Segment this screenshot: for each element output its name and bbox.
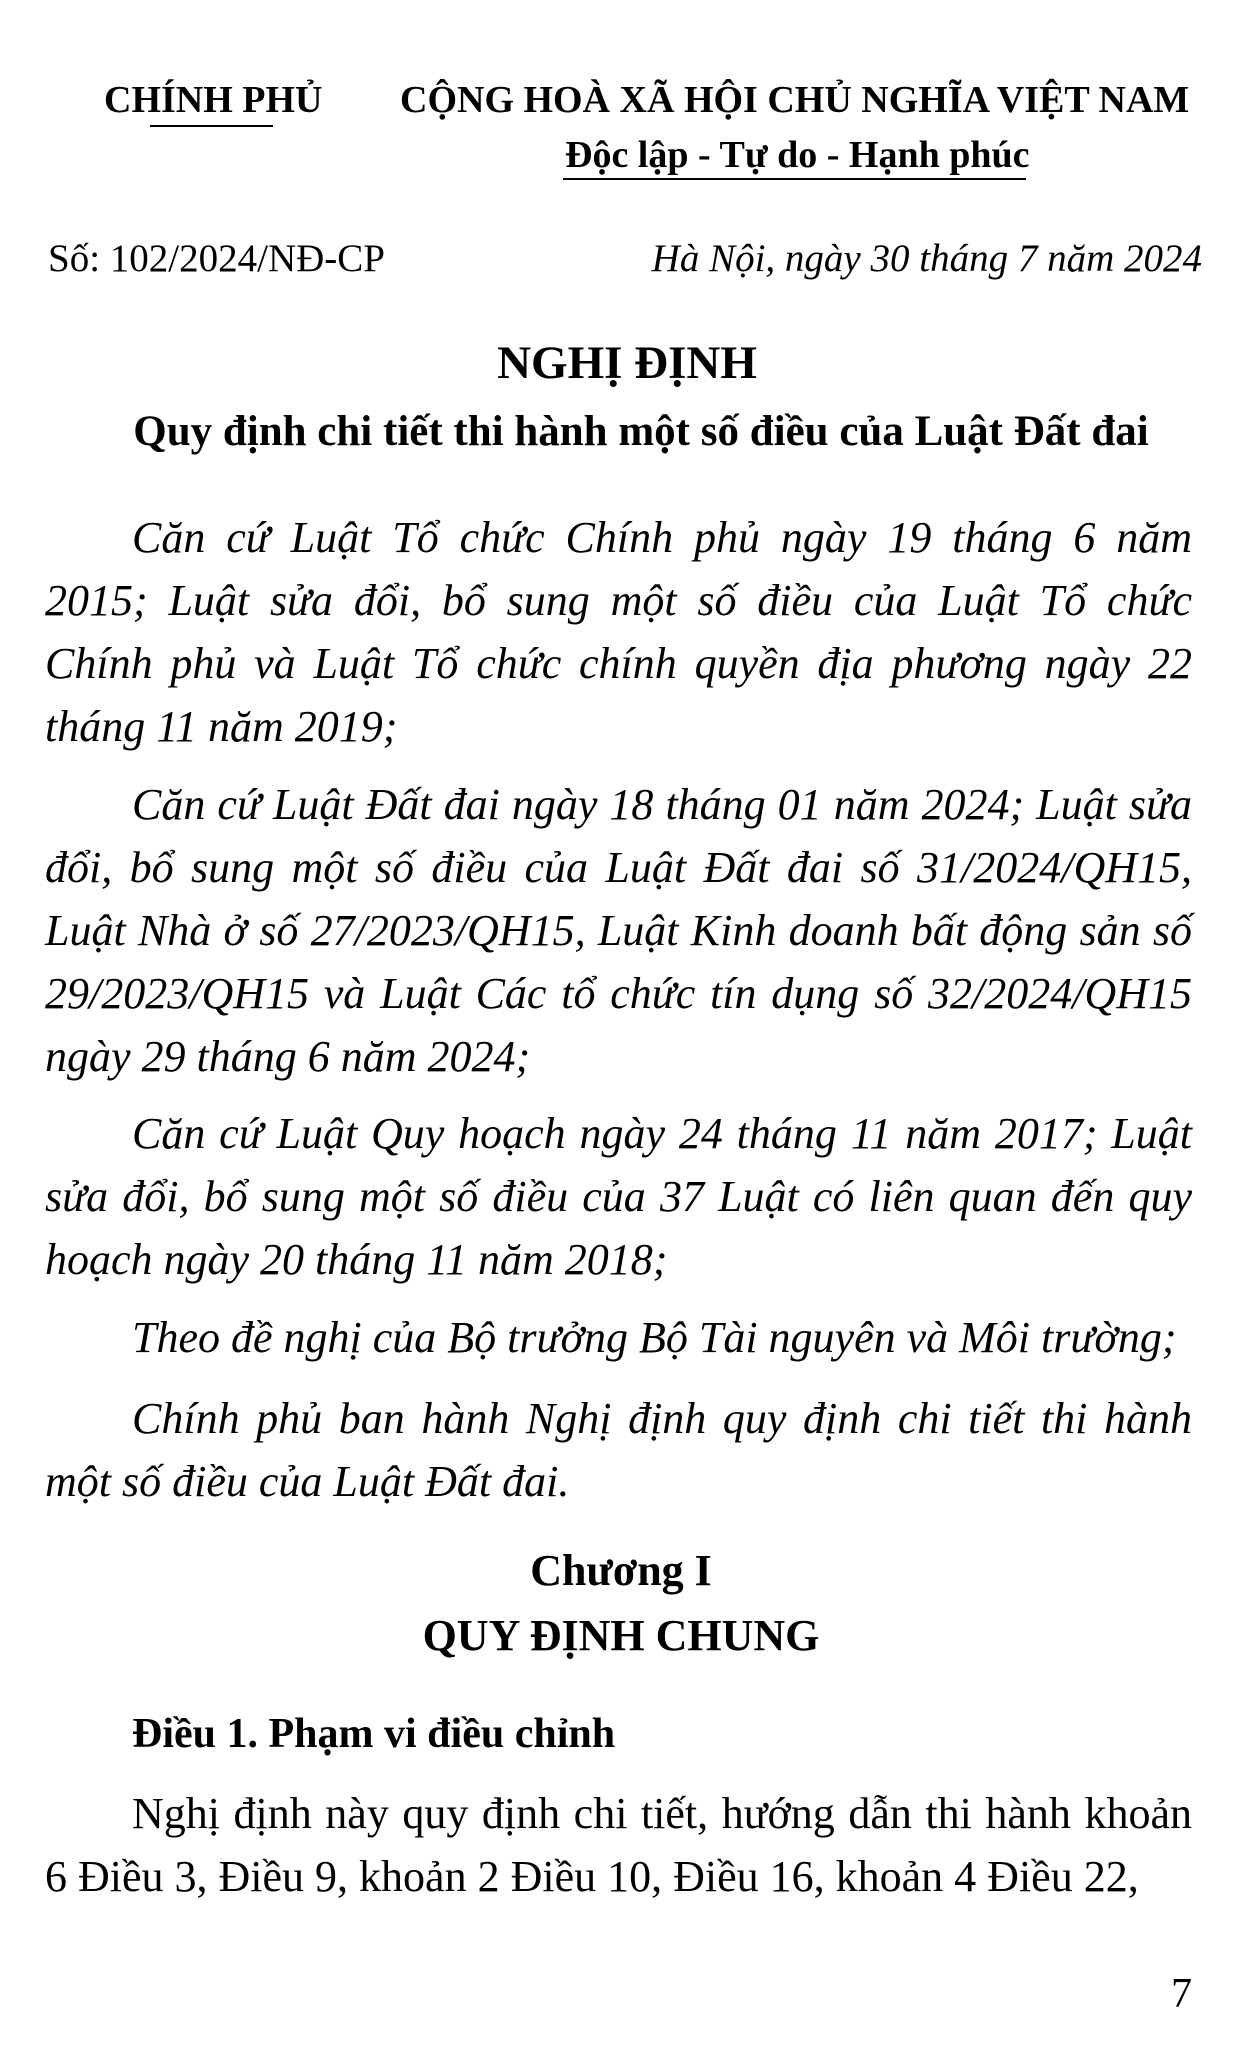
chapter-number: Chương I: [530, 1546, 712, 1595]
article-heading: Điều 1. Phạm vi điều chỉnh: [132, 1711, 616, 1757]
document-number: Số: 102/2024/NĐ-CP: [48, 237, 385, 280]
preamble-paragraph: Căn cứ Luật Tổ chức Chính phủ ngày 19 tháng 6 năm 2015; Luật sửa đổi, bổ sung một số điều của Luật Tổ chức Chính phủ và Luật Tổ chức chính quyền địa phương ngày 22 tháng 11 năm 2019;: [45, 513, 1192, 751]
document-subtitle: Quy định chi tiết thi hành một số điều của Luật Đất đai: [133, 408, 1149, 455]
preamble-paragraph: Căn cứ Luật Quy hoạch ngày 24 tháng 11 năm 2017; Luật sửa đổi, bổ sung một số điều của 37 Luật có liên quan đến quy hoạch ngày 20 tháng 11 năm 2018;: [45, 1109, 1192, 1284]
preamble-paragraph: Chính phủ ban hành Nghị định quy định chi tiết thi hành một số điều của Luật Đất đai.: [45, 1394, 1192, 1506]
chapter-title: QUY ĐỊNH CHUNG: [422, 1611, 820, 1660]
article-paragraph: Nghị định này quy định chi tiết, hướng dẫn thi hành khoản 6 Điều 3, Điều 9, khoản 2 Điều 10, Điều 16, khoản 4 Điều 22,: [45, 1789, 1192, 1901]
preamble-paragraph: Theo đề nghị của Bộ trưởng Bộ Tài nguyên và Môi trường;: [132, 1313, 1177, 1362]
national-motto: Độc lập - Tự do - Hạnh phúc: [565, 134, 1030, 176]
motto-underline: [563, 178, 1026, 180]
national-title: CỘNG HOÀ XÃ HỘI CHỦ NGHĨA VIỆT NAM: [400, 79, 1190, 121]
preamble-paragraph: Căn cứ Luật Đất đai ngày 18 tháng 01 năm 2024; Luật sửa đổi, bổ sung một số điều của Luật Đất đai số 31/2024/QH15, Luật Nhà ở số 27/2023/QH15, Luật Kinh doanh bất động sản số 29/2023/QH15 và Luật Các tổ chức tín dụng số 32/2024/QH15 ngày 29 tháng 6 năm 2024;: [45, 780, 1192, 1081]
page-number: 7: [1171, 1971, 1192, 2017]
document-title: NGHỊ ĐỊNH: [497, 337, 757, 389]
place-and-date: Hà Nội, ngày 30 tháng 7 năm 2024: [651, 237, 1202, 280]
agency-underline: [150, 125, 273, 127]
issuing-agency: CHÍNH PHỦ: [104, 79, 323, 121]
